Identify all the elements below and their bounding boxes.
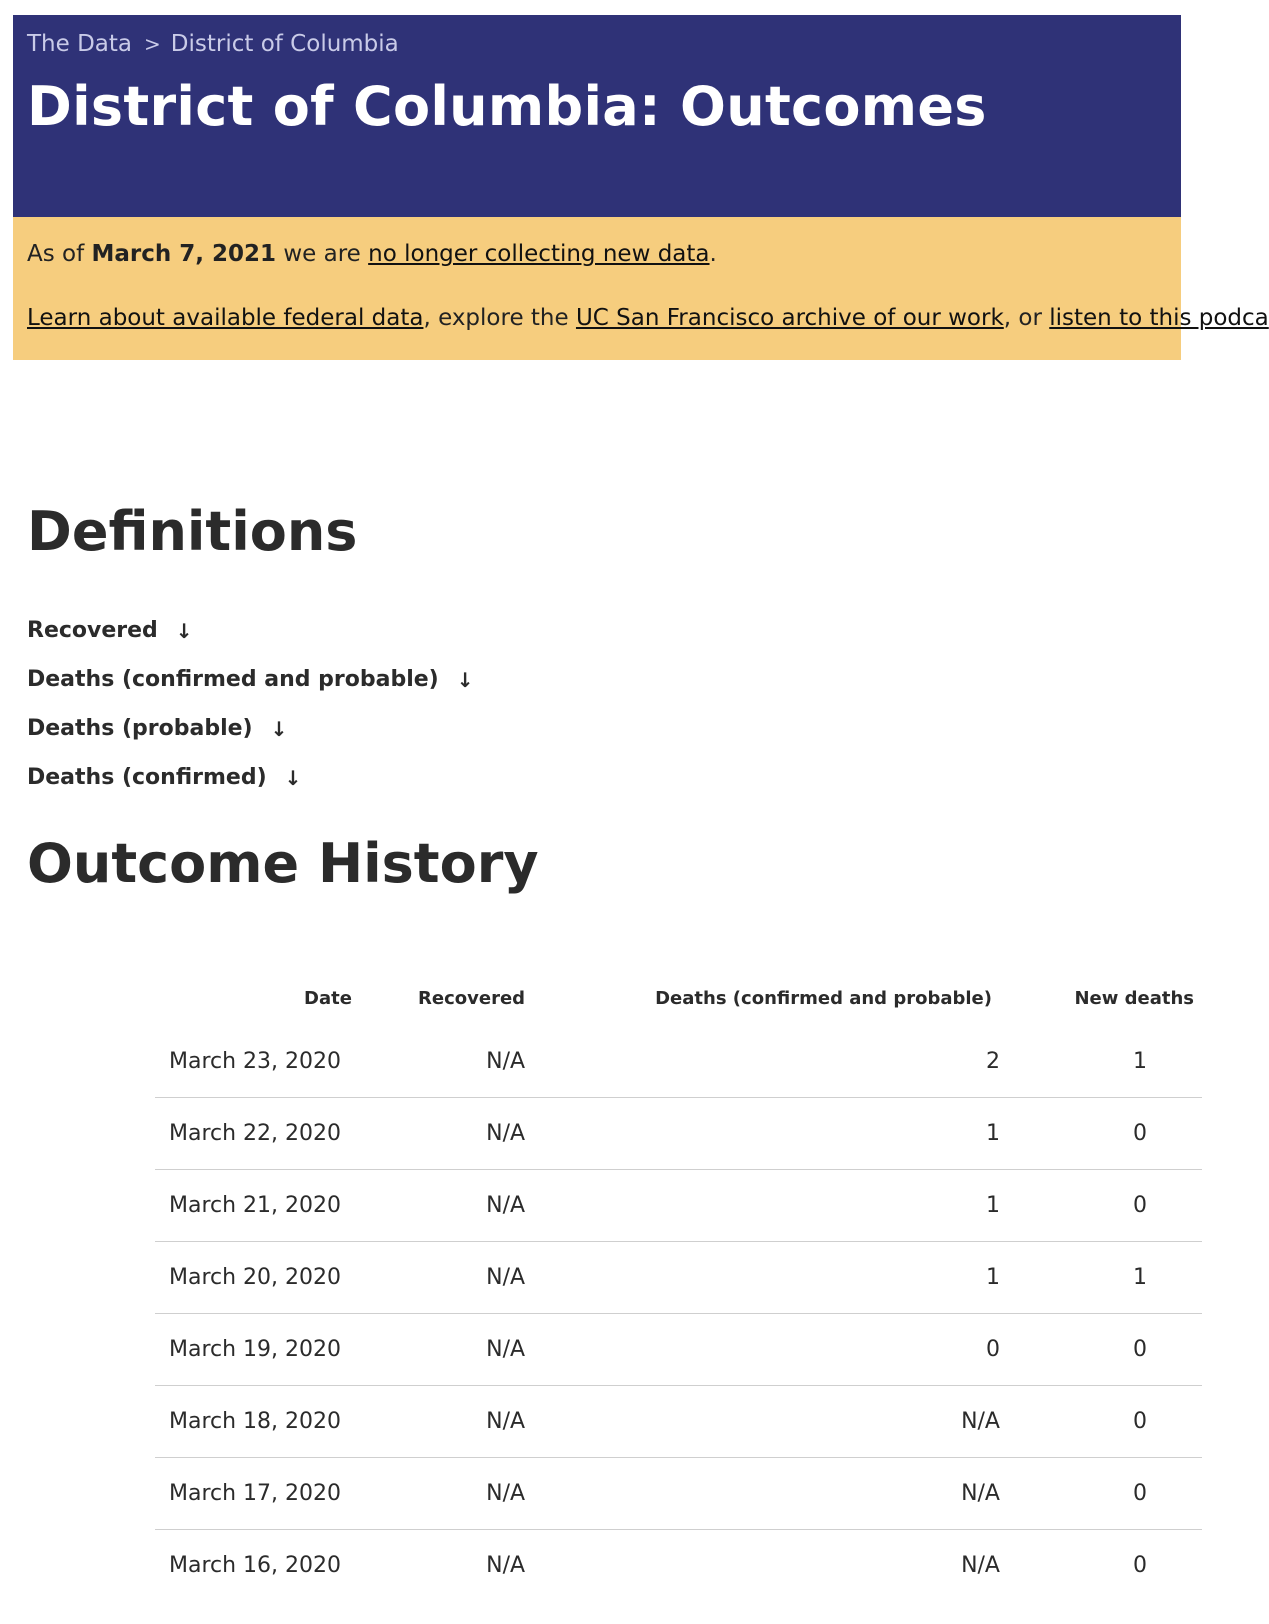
breadcrumb-link-the-data[interactable]: The Data	[27, 31, 133, 57]
arrow-down-icon: ↓	[456, 667, 474, 692]
cell-date: March 20, 2020	[155, 1242, 352, 1314]
cell-date: March 22, 2020	[155, 1098, 352, 1170]
definition-toggle-deaths-confirmed[interactable]	[27, 753, 474, 802]
arrow-down-icon: ↓	[175, 618, 193, 643]
page-header	[13, 15, 1181, 217]
breadcrumb-link-current[interactable]: District of Columbia	[170, 31, 399, 57]
column-header-recovered: Recovered	[418, 987, 526, 1009]
chevron-right-icon: >	[144, 32, 161, 56]
podcast-link[interactable]: listen to this podca	[1049, 305, 1269, 331]
table-row	[155, 1098, 1202, 1170]
outcome-history-table	[155, 970, 1202, 1601]
ucsf-archive-link[interactable]: UC San Francisco archive of our work	[575, 305, 1004, 331]
cell-deaths: 1	[525, 1098, 1004, 1170]
table-row	[155, 1170, 1202, 1242]
cell-date: March 18, 2020	[155, 1386, 352, 1458]
notice-suffix: .	[709, 241, 717, 267]
cell-date: March 21, 2020	[155, 1170, 352, 1242]
cell-deaths: N/A	[525, 1386, 1004, 1458]
definition-label: Recovered	[27, 618, 158, 643]
definition-label: Deaths (confirmed)	[27, 765, 267, 790]
cell-new-deaths: 0	[1004, 1314, 1202, 1386]
cell-deaths: 1	[525, 1242, 1004, 1314]
definition-label: Deaths (confirmed and probable)	[27, 667, 439, 692]
definition-toggle-deaths-confirmed-probable[interactable]	[27, 655, 474, 704]
column-header-new-deaths: New deaths	[1074, 987, 1194, 1009]
cell-new-deaths: 0	[1133, 1553, 1147, 1578]
arrow-down-icon: ↓	[270, 716, 288, 741]
notice-banner	[13, 217, 1269, 360]
cell-recovered: N/A	[486, 1553, 526, 1578]
notice-line-2	[27, 305, 1269, 331]
outcome-history-heading: Outcome History	[27, 832, 539, 895]
notice-date: March 7, 2021	[91, 241, 277, 267]
federal-data-link[interactable]: Learn about available federal data	[27, 305, 424, 331]
table-row	[155, 1026, 1202, 1098]
cell-recovered: N/A	[352, 1170, 525, 1242]
definition-label: Deaths (probable)	[27, 716, 253, 741]
definition-toggle-recovered[interactable]	[27, 606, 474, 655]
table-row	[155, 1242, 1202, 1314]
cell-date: March 17, 2020	[155, 1458, 352, 1530]
table-header-row	[155, 970, 1202, 1026]
column-header-deaths: Deaths (confirmed and probable)	[655, 987, 992, 1009]
cell-deaths: 2	[525, 1026, 1004, 1098]
cell-new-deaths: 0	[1004, 1458, 1202, 1530]
cell-new-deaths: 0	[1004, 1170, 1202, 1242]
definitions-list	[27, 606, 474, 802]
cell-deaths: N/A	[525, 1458, 1004, 1530]
cell-new-deaths: 0	[1004, 1386, 1202, 1458]
cell-new-deaths: 0	[1004, 1098, 1202, 1170]
table-row	[155, 1458, 1202, 1530]
notice-middle: we are	[276, 241, 369, 267]
cell-deaths: 0	[525, 1314, 1004, 1386]
notice-line-1	[27, 241, 717, 267]
cell-recovered: N/A	[352, 1386, 525, 1458]
notice-explore-text: , explore the	[423, 305, 576, 331]
cell-new-deaths: 1	[1004, 1026, 1202, 1098]
cell-recovered: N/A	[352, 1098, 525, 1170]
no-longer-collecting-link[interactable]: no longer collecting new data	[368, 241, 710, 267]
breadcrumb	[27, 31, 399, 57]
cell-deaths: N/A	[961, 1553, 1000, 1578]
cell-recovered: N/A	[352, 1242, 525, 1314]
cell-date: March 19, 2020	[155, 1314, 352, 1386]
definition-toggle-deaths-probable[interactable]	[27, 704, 474, 753]
cell-recovered: N/A	[352, 1026, 525, 1098]
column-header-date: Date	[304, 987, 352, 1009]
arrow-down-icon: ↓	[284, 765, 302, 790]
page-title: District of Columbia: Outcomes	[27, 75, 987, 138]
notice-or-text: , or	[1003, 305, 1050, 331]
cell-deaths: 1	[525, 1170, 1004, 1242]
cell-recovered: N/A	[352, 1458, 525, 1530]
cell-new-deaths: 1	[1004, 1242, 1202, 1314]
cell-recovered: N/A	[352, 1314, 525, 1386]
table-row	[155, 1386, 1202, 1458]
notice-prefix: As of	[27, 241, 92, 267]
cell-date: March 23, 2020	[155, 1026, 352, 1098]
table-row	[155, 1530, 1202, 1602]
definitions-heading: Definitions	[27, 500, 358, 563]
table-row	[155, 1314, 1202, 1386]
cell-date: March 16, 2020	[169, 1553, 342, 1578]
